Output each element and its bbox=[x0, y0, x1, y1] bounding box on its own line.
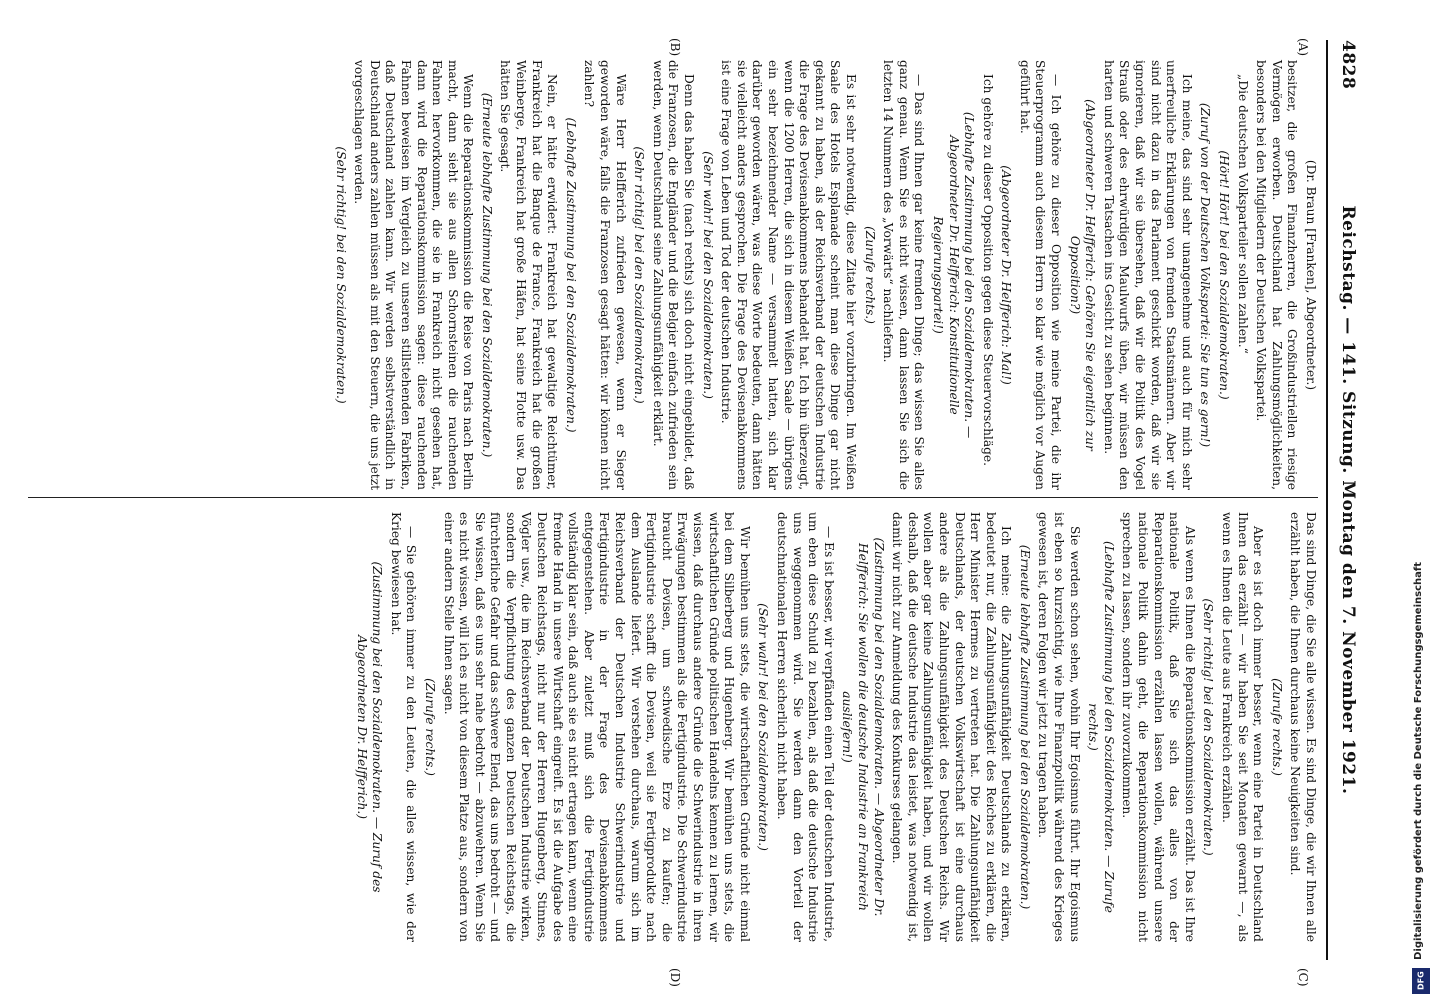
paragraph: (Dr. Braun [Franken], Abgeordneter.) bbox=[1304, 159, 1318, 391]
stage-direction: (Abgeordneter Dr. Helfferich: Mal!) bbox=[999, 165, 1014, 385]
paragraph: Wir bemühen uns stets, die wirtschaftlichen Gründe nicht einmal bei dem Silberberg und Hugenberg. Wir bemühen uns stets, die wirtschaftlichen Gründe politischen Handelns kennen zu lernen, wir wissen, daß durchaus andere Gründe die Schwerindustrie in ihren Erwägungen bestimmen als die Fertigindustrie. Die Schwerindustrie braucht Devisen, um schwedische Erze zu kaufen; die Fertigindustrie schafft die Devisen, weil sie Fertigprodukte nach dem Auslande liefert. Wir verstehen durchaus, warum sich im Reichsverband der Deutschen Industrie Schwerindustrie und Fertigindustrie in der Frage des Devisenabkommens entgegenstehen. Aber zuletzt muß sich die Fertigindustrie vollständig klar sein, daß auch sie es nicht ertragen kann, wenn eine fremde Hand in unsere Wirtschaft eingreift. Es ist die Aufgabe des Deutschen Reichstags, nicht nur der Herren Hugenberg, Stinnes, Vögler usw., die im Reichsverband der Deutschen Industrie wirken, sondern die Verpflichtung des ganzen Deutschen Reichstags, die fürchterliche Gefahr und das schwere Elend, das uns bedroht — und Sie wissen, daß es uns sehr nahe bedroht — abzuwehren. Wenn Sie es nicht wissen, will ich es nicht von diesem Platze aus, sondern von einer andern Stelle Ihnen sagen. bbox=[441, 512, 752, 942]
stage-direction: (Sehr wahr! bei den Sozialdemokraten.) bbox=[756, 603, 771, 851]
paragraph: Als wenn es Ihnen die Reparationskommission erzählt. Das ist Ihre nationale Politik, daß Sie sich das alles von der Reparationskommission erzählen lassen wollen, während unsere nationale Politik dahin geht, die Reparationskommission nicht sprechen zu lassen, sondern ihr zuvorzukommen. bbox=[1120, 512, 1197, 942]
paragraph: — Das sind Ihnen gar keine fremden Dinge; das wissen Sie alles ganz genau. Wenn Sie es nicht wissen, dann lassen Sie sich die letzten 14 Nummern des „Vorwärts“ nachliefern. bbox=[881, 60, 927, 490]
stage-direction: (Hört! Hört! bei den Sozialdemokraten.) bbox=[1217, 150, 1232, 400]
page-number: 4828 bbox=[1338, 40, 1358, 90]
column-divider bbox=[28, 497, 1318, 498]
paragraph: Ich meine: die Zahlungsunfähigkeit Deutschlands zu erklären, bedeutet nur, die Zahlungsunfähigkeit des Reiches zu erklären, die Herr Minister Hermes zu vertreten hat. Die Zahlungsunfähigkeit Deutschlands, der deutschen Volkswirtschaft ist eine durchaus andere als die Zahlungsunfähigkeit des Deutschen Reichs. Wir wollen aber gar keine Zahlungsunfähigkeit haben, und wir wollen deshalb, daß die deutsche Industrie das leistet, was notwendig ist, damit wir nicht zur Anmeldung des Konkurses gelangen. bbox=[890, 512, 1014, 942]
paragraph: „Die deutschen Volksparteiler sollen zahlen.“ bbox=[1235, 74, 1250, 354]
stage-direction: (Sehr richtig! bei den Sozialdemokraten.) bbox=[333, 146, 348, 404]
stage-direction: (Erneute lebhafte Zustimmung bei den Sozialdemokraten.) bbox=[1017, 544, 1032, 910]
stage-direction: (Zustimmung bei den Sozialdemokraten. — Zuruf des Abgeordneten Dr. Helfferich.) bbox=[354, 561, 385, 893]
stage-direction: (Zuruf von der Deutschen Volkspartei: Sie tun es gern!) bbox=[1198, 102, 1213, 448]
paragraph: Nein, er hätte erwidert: Frankreich hat gewaltige Reichtümer, Frankreich hat die Banque de France, Frankreich hat die großen Weinberge, Frankreich hat große Häfen, hat seine Flotte usw. Das hätten Sie gesagt. bbox=[498, 60, 560, 490]
paragraph: Ich meine, das sind sehr unangenehme und auch für mich sehr unerfreuliche Erklärungen von fremden Staatsmännern. Aber wir sind nicht dazu in das Parlament geschickt worden, daß wir sie ignorieren, daß wir sie übersehen, daß wir die Politik des Vogel Strauß oder des ehrwürdigen Maulwurfs üben, wir müssen den harten und schweren Tatsachen ins Gesicht zu sehen beginnen. bbox=[1101, 60, 1194, 490]
stage-direction: (Lebhafte Zustimmung bei den Sozialdemokraten. — Zurufe rechts.) bbox=[1086, 541, 1116, 913]
stage-direction: (Sehr wahr! bei den Sozialdemokraten.) bbox=[700, 151, 715, 399]
stage-direction: (Zurufe rechts.) bbox=[422, 678, 437, 776]
stage-direction: (Lebhafte Zustimmung bei den Sozialdemokraten.) bbox=[563, 117, 578, 433]
funding-note: Digitalisierung gefördert durch die Deutsche Forschungsgemeinschaft bbox=[1413, 562, 1424, 960]
paragraph: — Sie gehören immer zu den Leuten, die alles wissen, wie der Krieg bewiesen hat. bbox=[388, 512, 419, 942]
paragraph: — Es ist besser, wir verpfänden einen Teil der deutschen Industrie, um eben diese Schuld zu bezahlen, als daß die deutsche Industrie uns weggenommen wird. Sie werden dann den Vorteil der deutschnationalen Herren sicherlich nicht haben. bbox=[775, 512, 836, 942]
stage-direction: (Zurufe rechts.) bbox=[1269, 678, 1284, 776]
page-title: Reichstag. — 141. Sitzung. Montag den 7. November 1921. bbox=[1338, 205, 1358, 795]
stage-direction: (Erneute lebhafte Zustimmung bei den Sozialdemokraten.) bbox=[479, 92, 494, 458]
stage-direction: (Zustimmung bei den Sozialdemokraten. — Abgeordneter Dr. Helfferich: Sie wollen die deutsche Industrie an Frankreich ausliefern!) bbox=[840, 537, 886, 917]
paragraph: Wenn die Reparationskommission die Reise von Paris nach Berlin macht, dann sieht sie aus allen Schornsteinen die rauchenden Fahnen hervorkommen, die sie in Frankreich nicht gesehen hat, dann wird die Reparationskommission sagen: diese rauchenden Fahnen beweisen im Vergleich zu unseren stillstehenden Fabriken, daß Deutschland zahlen kann. Wir werden selbstverständlich in Deutschland anders zahlen müssen als mit den Steuern, die uns jetzt vorgeschlagen werden. bbox=[352, 60, 476, 490]
stage-direction: (Sehr richtig! bei den Sozialdemokraten.) bbox=[1201, 598, 1216, 856]
paragraph: Sie werden schon sehen, wohin Ihr Egoismus führt. Ihr Egoismus ist eben so kurzsichtig, wie Ihre Finanzpolitik während des Krieges gewesen ist, deren Folgen wir jetzt zu tragen haben. bbox=[1036, 512, 1082, 942]
paragraph: — Ich gehöre zu dieser Opposition wie meine Partei, die ihr Steuerprogramm auch diesem Herrn so klar wie möglich vor Augen geführt hat. bbox=[1017, 60, 1064, 490]
paragraph: Das sind Dinge, die Sie alle wissen. Es sind Dinge, die wir Ihnen alle erzählt haben, die Ihnen durchaus keine Neuigkeiten sind. bbox=[1288, 512, 1318, 942]
paragraph: Wäre Herr Helfferich zufrieden gewesen, wenn er Sieger geworden wäre, falls die Franzosen gesagt hätten: wir können nicht zahlen? bbox=[582, 60, 628, 490]
paragraph: Aber es ist doch immer besser, wenn eine Partei in Deutschland Ihnen das erzählt — wir haben Sie seit Monaten gewarnt —, als wenn es Ihnen die Leute aus Frankreich erzählen. bbox=[1220, 512, 1266, 942]
stage-direction: (Zurufe rechts.) bbox=[862, 226, 877, 324]
page-header bbox=[1328, 40, 1358, 960]
paragraph: Es ist sehr notwendig, diese Zitate hier vorzubringen. Im Weißen Saale des Hotels Esplanade scheint man diese Dinge gar nicht gekannt zu haben, als der Reichsverband der deutschen Industrie die Frage des Devisenabkommens behandelt hat. Ich bin überzeugt, wenn die 1200 Herren, die sich in diesem Weißen Saale — übrigens ein sehr bezeichnender Name — versammelt hatten, sich klar darüber geworden wären, was diese Worte bedeuten, dann hätten sie vielleicht anders gesprochen. Die Frage des Devisenabkommens ist eine Frage von Leben und Tod der deutschen Industrie. bbox=[719, 60, 858, 490]
margin-marker-b: (B) bbox=[668, 38, 682, 57]
margin-marker-c: (C) bbox=[1296, 968, 1310, 987]
margin-marker-a: (A) bbox=[1296, 38, 1310, 57]
paragraph: Denn das haben Sie (nach rechts) sich doch nicht eingebildet, daß die Franzosen, die Engländer und die Belgier einfach zufrieden sein werden, wenn Deutschland seine Zahlungsunfähigkeit erklärt. bbox=[650, 60, 697, 490]
right-column bbox=[28, 512, 1318, 942]
margin-marker-d: (D) bbox=[668, 968, 682, 987]
dfg-logo: DFG bbox=[1412, 968, 1430, 994]
digitization-sidenote bbox=[1408, 0, 1434, 1000]
header-rule bbox=[1326, 40, 1328, 960]
paragraph: besitzer, die großen Finanzherren, die Großindustriellen riesige Vermögen erworben. Deutschland hat Zahlungsmöglichkeiten, besonders bei den Mitgliedern der Deutschen Volkspartei. bbox=[1254, 60, 1300, 490]
stage-direction: (Lebhafte Zustimmung bei den Sozialdemokraten. — Abgeordneter Dr. Helfferich: Konstitutionelle Regierungspartei!) bbox=[930, 111, 977, 439]
stage-direction: (Sehr richtig! bei den Sozialdemokraten.) bbox=[632, 146, 647, 404]
stage-direction: (Abgeordneter Dr. Helfferich: Gehören Sie eigentlich zur Opposition?) bbox=[1067, 99, 1098, 451]
left-column bbox=[28, 60, 1318, 490]
paragraph: Ich gehöre zu dieser Opposition gegen diese Steuervorschläge. bbox=[980, 74, 995, 467]
